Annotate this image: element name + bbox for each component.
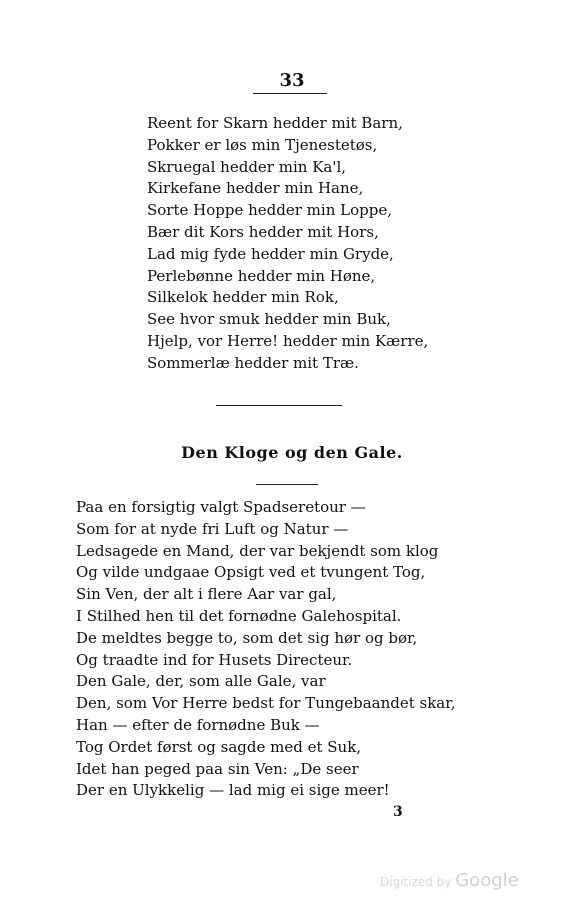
verse-line: Hjelp, vor Herre! hedder min Kærre, — [147, 331, 429, 350]
page-number: 33 — [279, 70, 305, 91]
verse-line: Perlebønne hedder min Høne, — [147, 266, 376, 285]
poem-title: Den Kloge og den Gale. — [181, 443, 403, 462]
verse-line: Tog Ordet først og sagde med et Suk, — [76, 737, 362, 756]
verse-line: Bær dit Kors hedder mit Hors, — [147, 222, 379, 241]
verse-stanza-1 — [147, 113, 428, 375]
verse-line: Paa en forsigtig valgt Spadseretour — — [76, 498, 366, 516]
verse-line: Lad mig fyde hedder min Gryde, — [147, 244, 394, 263]
title-rule — [256, 484, 318, 485]
verse-line: Silkelok hedder min Rok, — [147, 288, 339, 307]
verse-line: Sorte Hoppe hedder min Loppe, — [147, 201, 392, 220]
verse-line: Skruegal hedder min Ka'l, — [147, 157, 347, 176]
watermark — [380, 870, 519, 891]
verse-line: Og vilde undgaae Opsigt ved et tvungent Tog, — [76, 563, 426, 582]
verse-line: Den, som Vor Herre bedst for Tungebaandet skar, — [76, 694, 456, 713]
verse-line: I Stilhed hen til det fornødne Galehospital. — [76, 606, 402, 625]
verse-line: Idet han peged paa sin Ven: „De seer — [76, 759, 359, 778]
verse-line: De meldtes begge to, som det sig hør og bør, — [76, 628, 418, 647]
verse-line: Der en Ulykkelig — lad mig ei sige meer! — [76, 781, 390, 800]
verse-line: Han — efter de fornødne Buk — — [76, 715, 320, 734]
verse-line: Sin Ven, der alt i flere Aar var gal, — [76, 585, 337, 604]
verse-line: Reent for Skarn hedder mit Barn, — [147, 114, 403, 132]
verse-line: Sommerlæ hedder mit Træ. — [147, 353, 359, 372]
watermark-small: Digitized by — [380, 875, 452, 889]
watermark-logo: Google — [455, 870, 519, 891]
verse-line: Og traadte ind for Husets Directeur. — [76, 650, 353, 669]
verse-stanza-2 — [76, 497, 456, 802]
verse-line: Ledsagede en Mand, der var bekjendt som klog — [76, 541, 439, 560]
verse-line: Som for at nyde fri Luft og Natur — — [76, 519, 349, 538]
verse-line: See hvor smuk hedder min Buk, — [147, 310, 391, 329]
verse-line: Den Gale, der, som alle Gale, var — [76, 672, 326, 691]
signature-mark: 3 — [393, 804, 403, 820]
header-rule — [253, 93, 327, 94]
verse-line: Kirkefane hedder min Hane, — [147, 179, 364, 198]
verse-line: Pokker er løs min Tjenestetøs, — [147, 135, 378, 154]
section-divider — [216, 405, 342, 406]
